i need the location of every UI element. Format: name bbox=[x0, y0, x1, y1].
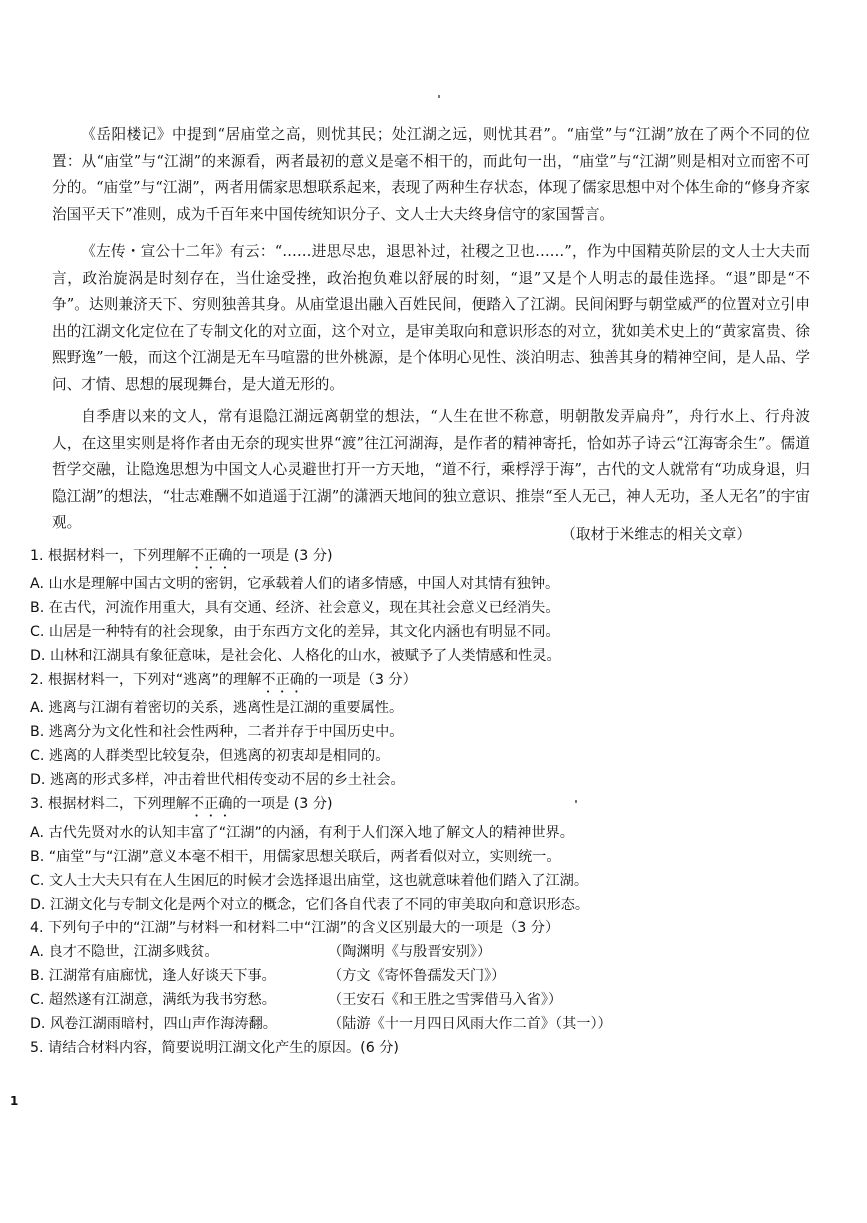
question-1-pre: 1. 根据材料一，下列理解 bbox=[30, 548, 190, 564]
question-4-option-d-source: （陆游《十一月四日风雨大作二首》（其一）） bbox=[328, 1016, 612, 1032]
passage-source: （取材于米维志的相关文章） bbox=[561, 526, 751, 543]
question-1-emphasis: 不正确 bbox=[189, 548, 233, 564]
question-4-option-c-source: （王安石《和王胜之雪霁借马入省》） bbox=[328, 992, 563, 1008]
question-2-option-d: D. 逃离的形式多样，冲击着世代相传变动不居的乡土社会。 bbox=[30, 772, 405, 788]
question-2-emphasis: 不正确 bbox=[261, 672, 304, 688]
question-4-option-b-source: （方文《寄怀鲁孺发天门》） bbox=[328, 968, 506, 984]
passage-paragraph-3: 自季唐以来的文人，常有退隐江湖远离朝堂的想法，“人生在世不称意，明朝散发弄扁舟”，舟行水上、行舟波人，在这里实则是将作者由无奈的现实世界“渡”往江河湖海，是作者的精神寄托，恰如苏子诗云“江海寄余生”。儒道哲学交融，让隐逸思想为中国文人心灵避世打开一方天地，“道不行，乘桴浮于海”，古代的文人就常有“功成身退，归隐江湖”的想法，“壮志难酬不如逍遥于江湖”的潇洒天地间的独立意识、推崇“至人无己，神人无功，圣人无名”的宇宙观。 bbox=[52, 408, 810, 531]
question-4-option-b-line: B. 江湖常有庙廊忧，逢人好谈天下事。 bbox=[30, 968, 276, 984]
question-3-option-c: C. 文人士大夫只有在人生困厄的时候才会选择退出庙堂，这也就意味着他们踏入了江湖。 bbox=[30, 873, 589, 889]
passage-paragraph-2: 《左传・宣公十二年》有云：“……进思尽忠，退思补过，社稷之卫也……”，作为中国精英阶层的文人士大夫而言，政治旋涡是时刻存在，当仕途受挫，政治抱负难以舒展的时刻，“退”又是个人明志的最佳选择。“退”即是“不争”。达则兼济天下、穷则独善其身。从庙堂退出融入百姓民间，便踏入了江湖。民间闲野与朝堂威严的位置对立引申出的江湖文化定位在了专制文化的对立面，这个对立，是审美取向和意识形态的对立，犹如美术史上的“黄家富贵、徐熙野逸”一般，而这个江湖是无车马喧嚣的世外桃源，是个体明心见性、淡泊明志、独善其身的精神空间，是人品、学问、才情、思想的展现舞台，是大道无形的。 bbox=[52, 243, 810, 393]
question-2 bbox=[30, 669, 417, 696]
question-5: 5. 请结合材料内容，简要说明江湖文化产生的原因。(6 分) bbox=[30, 1040, 399, 1056]
question-1 bbox=[30, 545, 333, 572]
question-2-post: 的一项是（3 分） bbox=[303, 672, 417, 688]
question-3-option-d: D. 江湖文化与专制文化是两个对立的概念，它们各自代表了不同的审美取向和意识形态。 bbox=[30, 897, 590, 913]
question-3-post: 的一项是 (3 分) bbox=[232, 796, 333, 812]
question-4-option-c-line: C. 超然遂有江湖意，满纸为我书穷愁。 bbox=[30, 992, 276, 1008]
question-1-option-d: D. 山林和江湖具有象征意味，是社会化、人格化的山水，被赋予了人类情感和性灵。 bbox=[30, 648, 561, 664]
question-2-option-a: A. 逃离与江湖有着密切的关系，逃离性是江湖的重要属性。 bbox=[30, 700, 404, 716]
question-3-option-b: B. “庙堂”与“江湖”意义本毫不相干，用儒家思想关联后，两者看似对立，实则统一。 bbox=[30, 849, 561, 865]
question-2-pre: 2. 根据材料一，下列对“逃离”的理解 bbox=[30, 672, 262, 688]
question-1-post: 的一项是 (3 分) bbox=[232, 548, 333, 564]
question-3 bbox=[30, 793, 333, 820]
scan-speck bbox=[438, 95, 440, 98]
passage-paragraph-1: 《岳阳楼记》中提到“居庙堂之高，则忧其民；处江湖之远，则忧其君”。“庙堂”与“江湖”放在了两个不同的位置：从“庙堂”与“江湖”的来源看，两者最初的意义是毫不相干的，而此句一出，“庙堂”与“江湖”则是相对立而密不可分的。“庙堂”与“江湖”，两者用儒家思想联系起来，表现了两种生存状态，体现了儒家思想中对个体生命的“修身齐家治国平天下”准则，成为千百年来中国传统知识分子、文人士大夫终身信守的家国誓言。 bbox=[52, 126, 810, 223]
question-1-option-b: B. 在古代，河流作用重大，具有交通、经济、社会意义，现在其社会意义已经消失。 bbox=[30, 600, 560, 616]
question-4-option-d-line: D. 风卷江湖雨暗村，四山声作海涛翻。 bbox=[30, 1016, 277, 1032]
question-3-option-a: A. 古代先贤对水的认知丰富了“江湖”的内涵，有利于人们深入地了解文人的精神世界。 bbox=[30, 825, 574, 841]
question-4-option-a-line: A. 良才不隐世，江湖多贱贫。 bbox=[30, 944, 219, 960]
question-4-option-a-source: （陶渊明《与殷晋安别》） bbox=[328, 944, 492, 960]
question-2-option-b: B. 逃离分为文化性和社会性两种，二者并存于中国历史中。 bbox=[30, 724, 404, 740]
question-4: 4. 下列句子中的“江湖”与材料一和材料二中“江湖”的含义区别最大的一项是（3 分） bbox=[30, 920, 560, 936]
question-2-option-c: C. 逃离的人群类型比较复杂，但逃离的初衷却是相同的。 bbox=[30, 748, 390, 764]
question-1-option-c: C. 山居是一种特有的社会现象，由于东西方文化的差异，其文化内涵也有明显不同。 bbox=[30, 624, 560, 640]
scan-speck bbox=[575, 800, 577, 803]
question-1-option-a: A. 山水是理解中国古文明的密钥，它承载着人们的诸多情感，中国人对其情有独钟。 bbox=[30, 576, 560, 592]
question-3-pre: 3. 根据材料二，下列理解 bbox=[30, 796, 190, 812]
page-number: 1 bbox=[10, 1094, 19, 1108]
question-3-emphasis: 不正确 bbox=[189, 796, 233, 812]
